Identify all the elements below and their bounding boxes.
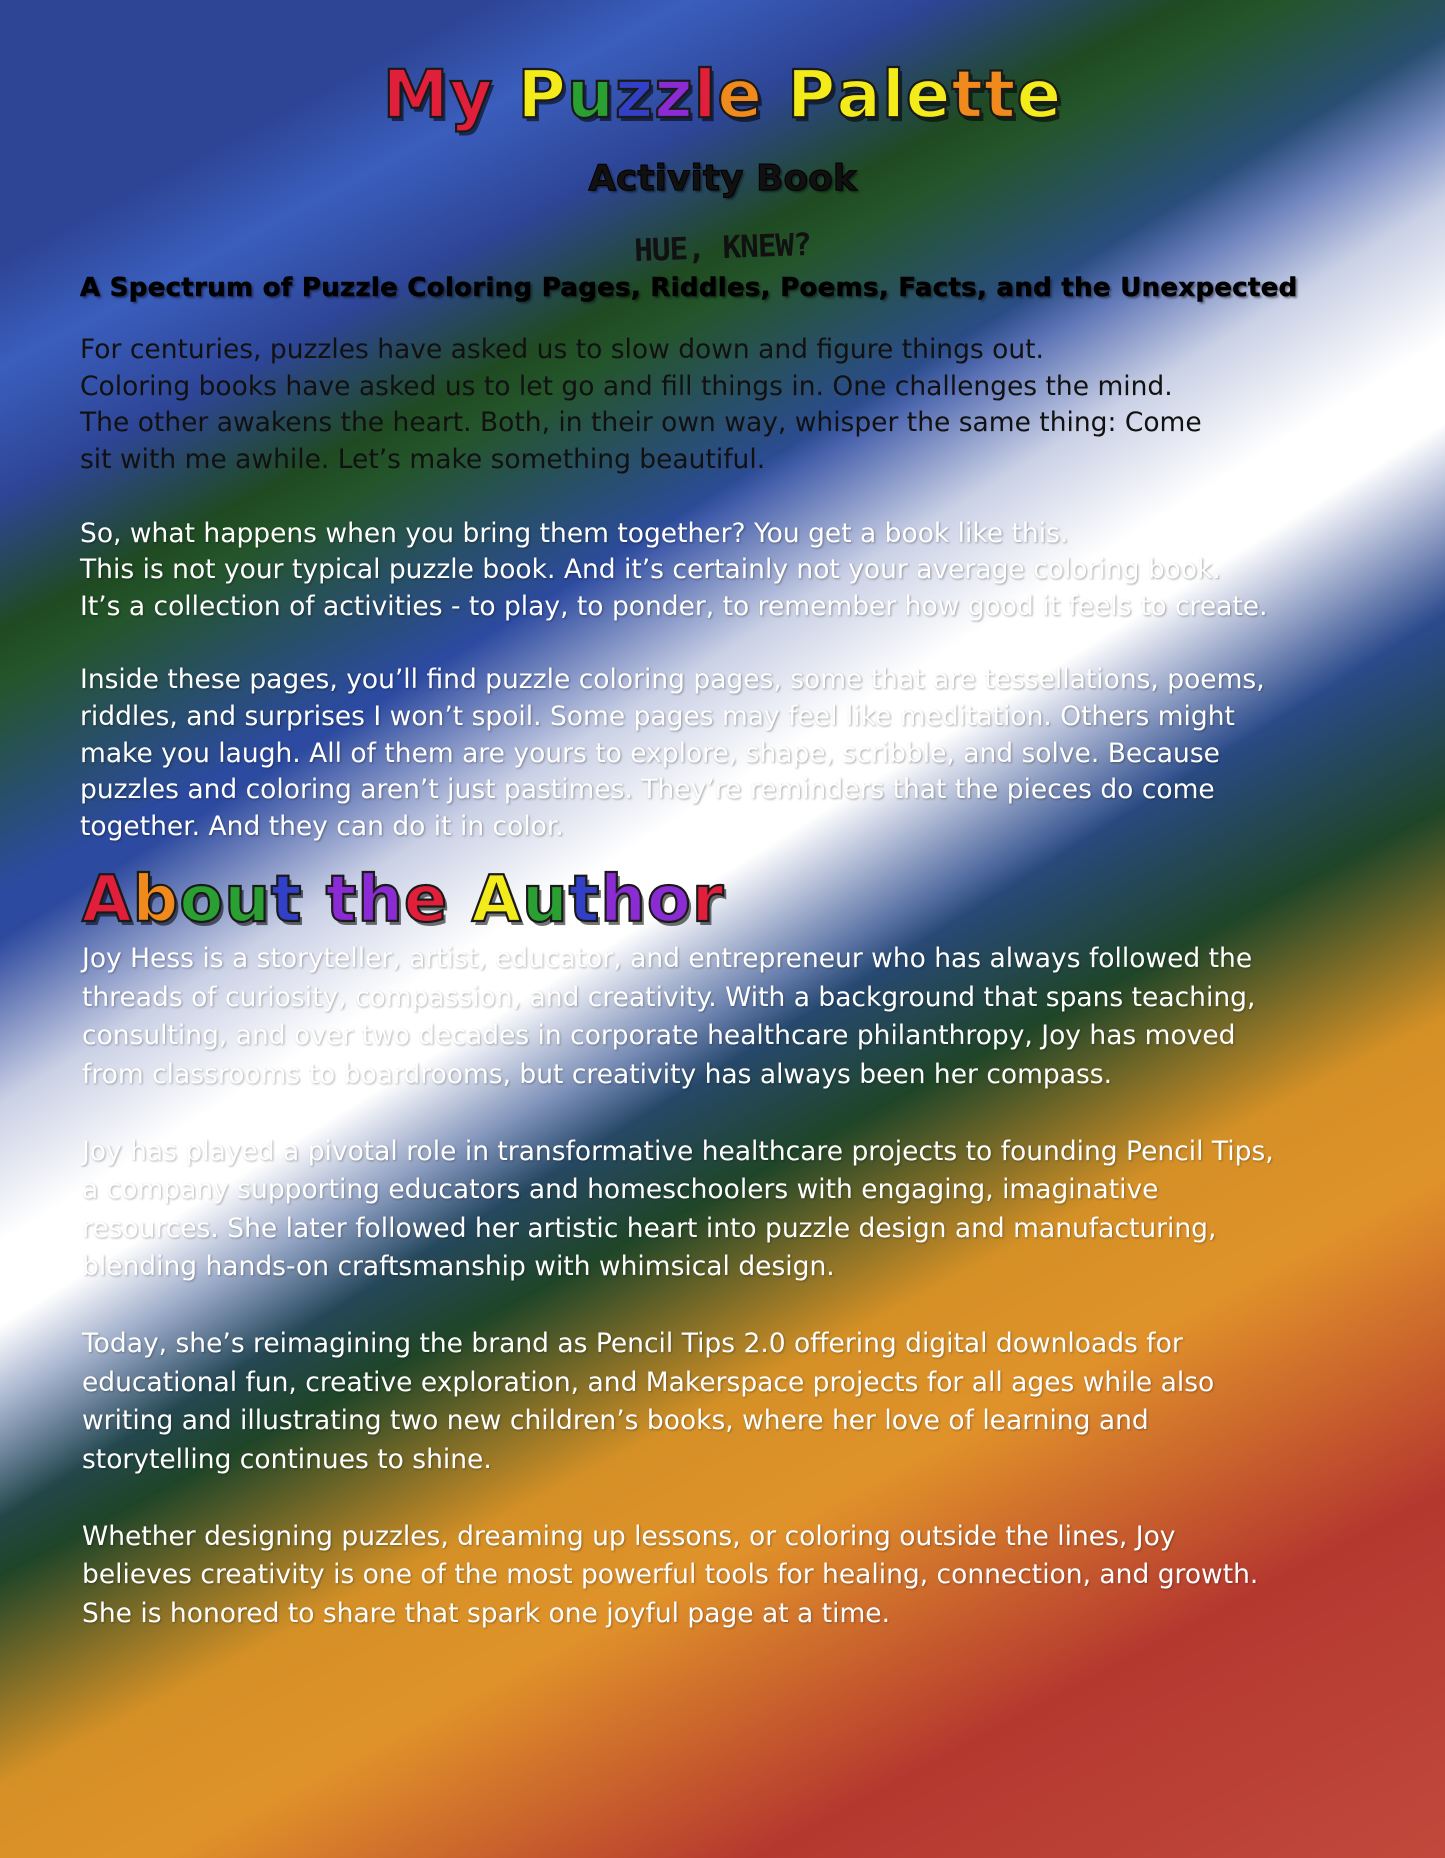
colored-letter: t (568, 863, 601, 937)
colored-letter: A (471, 863, 523, 937)
tagline: HUE, KNEW? (633, 226, 812, 270)
colored-letter: e (403, 863, 449, 937)
colored-letter: u (522, 863, 569, 937)
colored-letter: y (449, 56, 494, 133)
text-line: She is honored to share that spark one joyful page at a time. (82, 1597, 891, 1629)
colored-letter: l (693, 56, 718, 133)
colored-letter: b (132, 863, 180, 937)
text-line: writing and illustrating two new children’s books, where her love of learning and (82, 1405, 1149, 1436)
bio-paragraph-2 (82, 1133, 1382, 1287)
colored-letter (493, 62, 517, 128)
colored-letter: u (566, 56, 615, 133)
colored-letter: o (646, 863, 692, 937)
colored-letter (302, 868, 325, 932)
intro-paragraph-1 (80, 332, 1380, 479)
text-line: together. And they can do it in color. (80, 811, 564, 843)
colored-letter: a (836, 56, 882, 133)
text-line: a company supporting educators and homeschoolers with engaging, imaginative (82, 1174, 1159, 1205)
text-line: Joy has played a pivotal role in transformative healthcare projects to founding Pencil Tips, (82, 1135, 1274, 1167)
intro-paragraph-3 (80, 662, 1380, 846)
bio-paragraph-1 (82, 940, 1382, 1094)
colored-letter: e (717, 56, 764, 133)
text-line: blending hands-on craftsmanship with whimsical design. (82, 1251, 835, 1282)
colored-letter: r (691, 863, 725, 937)
page-title (0, 56, 1445, 133)
author-bio (82, 940, 1382, 1672)
page-subtitle: Activity Book (588, 158, 857, 199)
text-line: resources. She later followed her artistic heart into puzzle design and manufacturing, (82, 1212, 1217, 1244)
text-line: threads of curiosity, compassion, and creativity. With a background that spans teaching, (82, 981, 1256, 1013)
text-line: storytelling continues to shine. (82, 1443, 492, 1475)
text-line: riddles, and surprises I won’t spoil. Some pages may feel like meditation. Others might (80, 701, 1235, 732)
text-line: believes creativity is one of the most powerful tools for healing, connection, and growth. (82, 1559, 1259, 1590)
intro-section (80, 332, 1380, 883)
text-line: This is not your typical puzzle book. And it’s certainly not your average coloring book. (80, 554, 1221, 586)
colored-letter: u (224, 863, 271, 937)
colored-letter: l (881, 56, 906, 133)
colored-letter: A (82, 863, 133, 937)
colored-letter: M (382, 56, 450, 133)
text-line: Inside these pages, you’ll find puzzle coloring pages, some that are tessellations, poems, (80, 664, 1265, 696)
colored-letter: h (600, 863, 647, 937)
colored-letter (448, 868, 471, 932)
colored-letter: z (614, 56, 655, 133)
text-line: Today, she’s reimagining the brand as Pencil Tips 2.0 offering digital downloads for (82, 1328, 1183, 1359)
colored-letter: t (325, 863, 358, 937)
text-line: educational fun, creative exploration, and Makerspace projects for all ages while also (82, 1366, 1215, 1398)
text-line: from classrooms to boardrooms, but creativity has always been her compass. (82, 1058, 1113, 1090)
text-line: So, what happens when you bring them together? You get a book like this. (80, 517, 1069, 549)
text-line: make you laugh. All of them are yours to explore, shape, scribble, and solve. Because (80, 737, 1220, 769)
colored-letter: h (357, 863, 404, 937)
text-line: Joy Hess is a storyteller, artist, educator, and entrepreneur who has always followed the (82, 943, 1253, 974)
text-line: sit with me awhile. Let’s make something beautiful. (80, 444, 766, 476)
text-line: consulting, and over two decades in corporate healthcare philanthropy, Joy has moved (82, 1020, 1236, 1051)
colored-letter: t (983, 56, 1017, 133)
text-line: Whether designing puzzles, dreaming up lessons, or coloring outside the lines, Joy (82, 1520, 1176, 1552)
text-line: For centuries, puzzles have asked us to slow down and figure things out. (80, 334, 1044, 365)
colored-letter: P (787, 56, 837, 133)
about-author-heading (82, 863, 725, 937)
colored-letter: z (654, 56, 694, 133)
colored-letter: o (179, 863, 225, 937)
colored-letter: e (1016, 56, 1063, 133)
colored-letter (763, 62, 787, 128)
colored-letter: t (270, 863, 303, 937)
text-line: puzzles and coloring aren’t just pastimes. They’re reminders that the pieces do come (80, 774, 1215, 806)
text-line: The other awakens the heart. Both, in their own way, whisper the same thing: Come (80, 407, 1202, 439)
text-line: Coloring books have asked us to let go and fill things in. One challenges the mind. (80, 370, 1173, 402)
colored-letter: e (905, 56, 952, 133)
text-line: It’s a collection of activities - to play, to ponder, to remember how good it feels to create. (80, 590, 1268, 622)
bio-paragraph-3 (82, 1325, 1382, 1479)
bio-paragraph-4 (82, 1518, 1382, 1634)
intro-paragraph-2 (80, 516, 1380, 626)
colored-letter: t (951, 56, 984, 133)
spectrum-heading: A Spectrum of Puzzle Coloring Pages, Riddles, Poems, Facts, and the Unexpected (80, 273, 1298, 303)
colored-letter: P (517, 56, 567, 133)
